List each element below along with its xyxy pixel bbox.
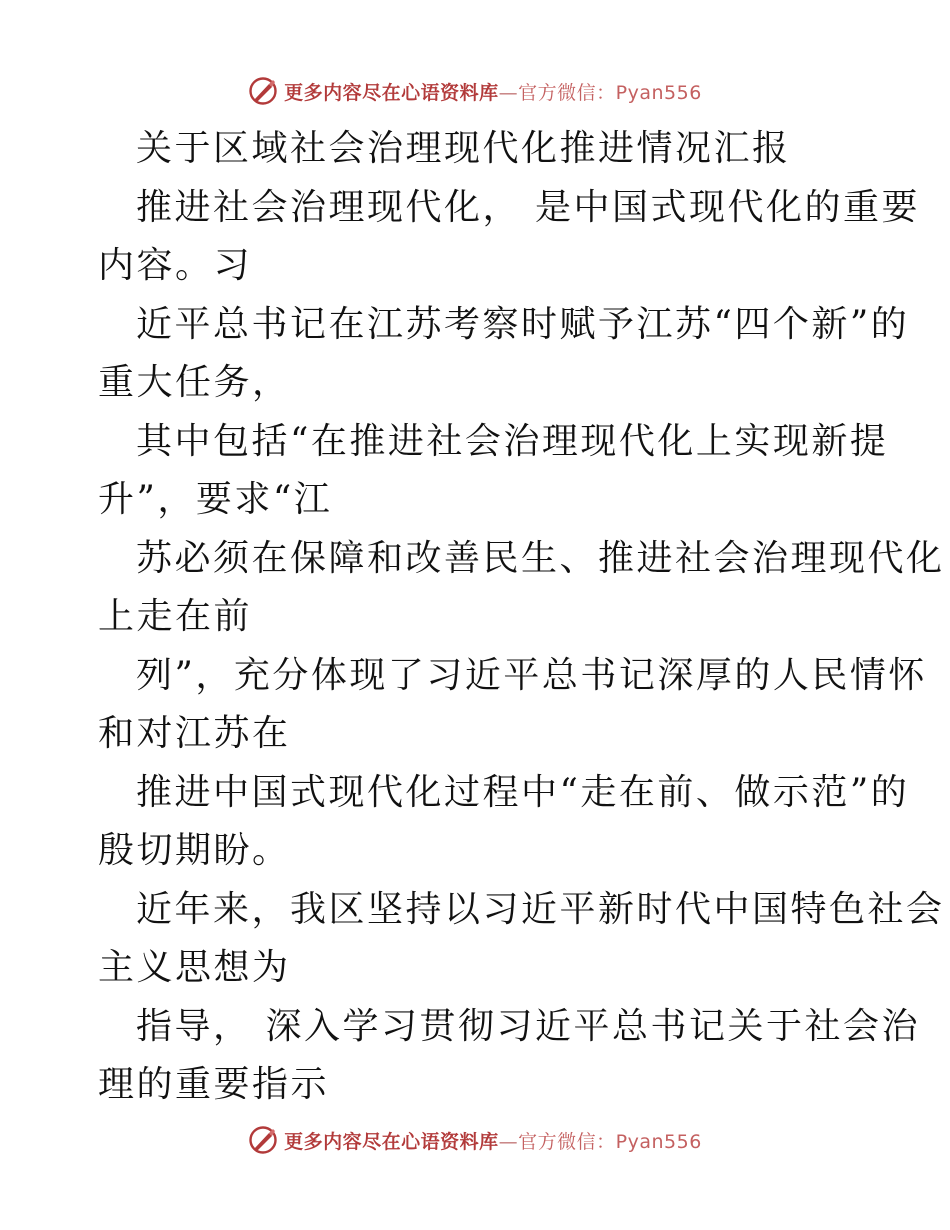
text-line: 其中包括“在推进社会治理现代化上实现新提 xyxy=(136,420,889,462)
text-line: 内容。习 xyxy=(98,245,253,286)
text-line: 列”，充分体现了习近平总书记深厚的人民情怀 xyxy=(136,654,927,696)
text-line: 推进中国式现代化过程中“走在前、做示范”的 xyxy=(136,771,910,813)
text-line: 主义思想为 xyxy=(98,947,291,988)
quill-pen-logo-icon xyxy=(248,1125,278,1155)
text-line: 苏必须在保障和改善民生、推进社会治理现代化 xyxy=(136,537,945,579)
text-line: 推进社会治理现代化， 是中国式现代化的重要 xyxy=(136,186,920,228)
text-line: 上走在前 xyxy=(98,596,253,637)
text-line: 升”，要求“江 xyxy=(98,479,333,520)
footer-watermark xyxy=(0,1120,950,1160)
header-watermark xyxy=(0,71,950,111)
document-title: 关于区域社会治理现代化推进情况汇报 xyxy=(136,128,791,169)
text-line: 指导， 深入学习贯彻习近平总书记关于社会治 xyxy=(136,1005,920,1047)
quill-pen-logo-icon xyxy=(248,76,278,106)
watermark-text: 更多内容尽在心语资料库—官方微信：Pyan556 xyxy=(284,1130,702,1153)
text-line: 重大任务， xyxy=(98,362,291,403)
text-line: 和对江苏在 xyxy=(98,713,291,754)
document-body xyxy=(98,120,945,1115)
watermark-text: 更多内容尽在心语资料库—官方微信：Pyan556 xyxy=(284,81,702,104)
text-line: 近年来，我区坚持以习近平新时代中国特色社会 xyxy=(136,888,945,930)
text-line: 近平总书记在江苏考察时赋予江苏“四个新”的 xyxy=(136,303,910,345)
text-line: 理的重要指示 xyxy=(98,1064,330,1105)
text-line: 殷切期盼。 xyxy=(98,830,291,871)
